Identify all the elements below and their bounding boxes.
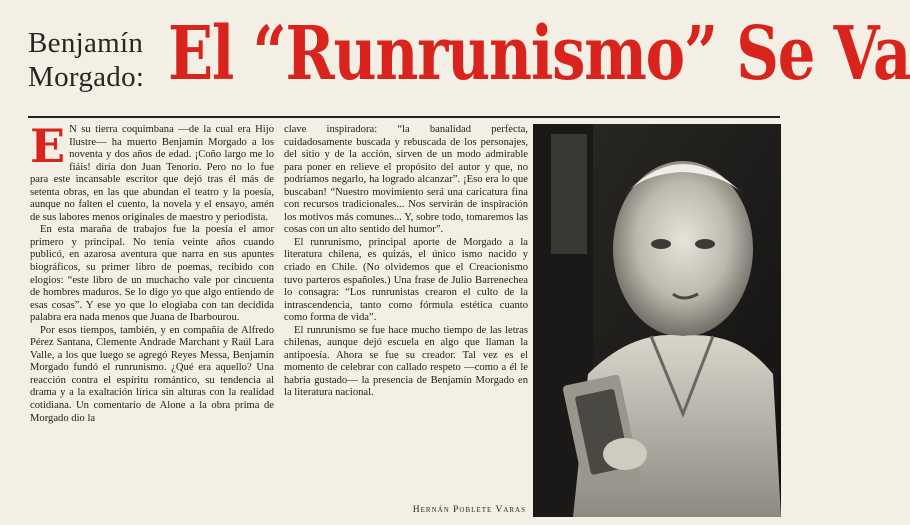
article-column-1: [30, 119, 274, 425]
byline: Hernán Poblete Varas: [412, 505, 526, 515]
drop-cap: E: [30, 119, 66, 173]
paragraph: clave inspiradora: “la banalidad perfecta, cuidadosamente buscada y rebuscada de los personajes, del sitio y de la acción, sirven de un modo admirable para poner en relieve el propósito del autor y que, no podríamos negarlo, ha logrado alcanzar”. ¡Eso era lo que buscaban! “Nuestro movimiento será una caricatura fina con recursos tradicionales... Nos servirán de inspiración los motivos más comunes... Y, sobre todo, tomaremos las cosas con un alto sentido del humor”.: [284, 124, 528, 236]
paragraph: En esta maraña de trabajos fue la poesía el amor primero y principal. No tenía veinte años cuando publicó, en azarosa aventura que narra en sus apuntes biográficos, su primer libro de poemas, recibido con elogios: “este libro de un muchacho vale por cincuenta de hombres maduros. Se lo digo yo que algo entiendo de esas cosas”. Y ese yo que lo elogiaba con tan decidida palabra era nada menos que Juana de Ibarbourou.: [30, 224, 274, 324]
author-portrait-photo: [533, 124, 781, 517]
paragraph: Por esos tiempos, también, y en compañía de Alfredo Pérez Santana, Clemente Andrade Marchant y Raúl Lara Valle, a los que luego se agregó Reyes Messa, Benjamín Morgado fundó el runrunismo. ¿Qué era aquello? Una reacción contra el espíritu romántico, su tendencia al drama y a la exaltación lírica sin alturas con la realidad cotidiana. Un comentario de Alone a la obra prima de Morgado dio la: [30, 324, 274, 424]
article-column-2: [284, 124, 528, 400]
article-title: El “Runrunismo” Se Va: [168, 11, 910, 97]
paragraph: El runrunismo, principal aporte de Morgado a la literatura chilena, es quizás, el único ismo nacido y criado en Chile. (No olvidemos que el Creacionismo tuvo parteros españoles.) Una frase de Julio Barrenechea lo consagra: “Los runrunistas crearon el culto de la intrascendencia, tanto como fórmula estética cuanto como forma de vida”.: [284, 236, 528, 324]
paragraph: N su tierra coquimbana —de la cual era Hijo Ilustre— ha muerto Benjamín Morgado a los noventa y dos años de edad. ¡Coño largo me lo fiáis! diría don Juan Tenorio. Pero no lo fue para este incansable escritor que dejó tras él más de setenta obras, en las que abundan el teatro y la poesía, aunque no falten el cuento, la novela y el ensayo, amén de sus labores menos originales de maestro y periodista.: [30, 124, 274, 223]
header-divider: [28, 116, 780, 118]
paragraph: El runrunismo se fue hace mucho tiempo de las letras chilenas, aunque dejó escuela en algo que llaman la antipoesía. Ahora se fue su creador. Tal vez es el momento de celebrar con callado respeto —como a él le habría gustado— la presencia de Benjamín Morgado en la literatura nacional.: [284, 324, 528, 399]
portrait-image: [533, 124, 781, 517]
author-heading: Benjamín Morgado:: [28, 27, 145, 93]
